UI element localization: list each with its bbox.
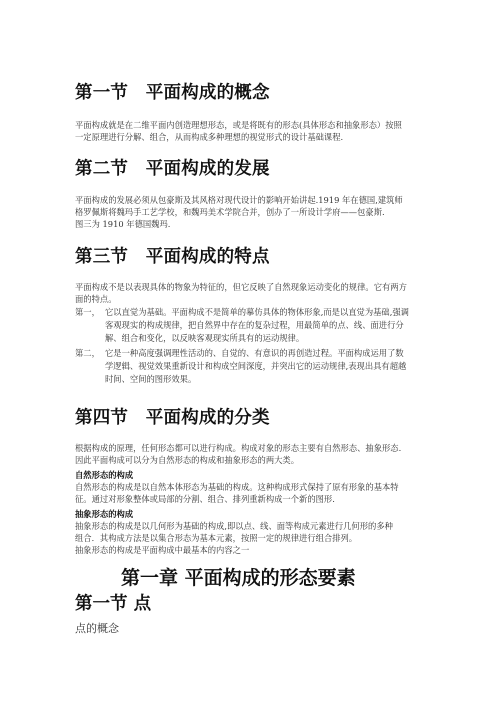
list-item-number: 第二，: [75, 348, 100, 358]
section-1-paragraph: [75, 119, 427, 143]
list-item-number: 第一，: [75, 307, 100, 317]
text-line: 平面构成就是在二维平面内创造理想形态，或是将既有的形态(具体形态和抽象形态）按照: [75, 120, 402, 130]
natural-form-paragraph: [75, 481, 427, 505]
section-3-heading: 第三节 平面构成的特点: [75, 247, 270, 267]
text-line: 征。通过对形象整体或局部的分割、组合、排列重新构成一个新的图形.: [75, 494, 335, 505]
section-4-heading: 第四节 平面构成的分类: [75, 408, 270, 428]
text-line: 一定原理进行分解、组合，从而构成多种理想的视觉形式的设计基础课程.: [75, 132, 344, 143]
section-2-paragraph: [75, 194, 427, 231]
list-item-text: [105, 347, 406, 386]
section-2-heading: 第二节 平面构成的发展: [75, 159, 270, 179]
section-3-paragraph: [75, 281, 427, 305]
text-line: 组合．其构成方法是以集合形态为基本元素，按照一定的规律进行组合排列。: [75, 533, 358, 544]
point-concept-heading: 点的概念: [75, 622, 119, 635]
text-line: 抽象形态的构成是以几何形为基础的构成,即以点、线、面等构成元素进行几何形的多种: [75, 521, 393, 531]
list-item: [75, 347, 435, 389]
text-line: 图三为 1910 年德国魏玛.: [75, 219, 171, 230]
text-line: 面的特点。: [75, 294, 117, 305]
list-item-text: [105, 306, 409, 345]
text-line: 学逻辑、视觉效果重新设计和构成空间深度，并突出它的运动规律,表现出具有超越: [105, 361, 407, 371]
text-line: 平面构成不是以表现具体的物象为特征的，但它反映了自然现象运动变化的规律。它有两方: [75, 282, 407, 292]
section-1-heading: 第一节 平面构成的概念: [75, 83, 270, 103]
text-line: 格罗佩斯将魏玛手工艺学校，和魏玛美术学院合并，创办了一所设计学府——包豪斯.: [75, 207, 385, 218]
text-line: 时间、空间的图形效果。: [105, 374, 197, 384]
text-line: 自然形态的构成是以自然本体形态为基础的构成。这种构成形式保持了原有形象的基本特: [75, 482, 399, 492]
text-line: 平面构成的发展必须从包豪斯及其风格对现代设计的影响开始讲起.1919 年在德国,建筑师: [75, 195, 403, 205]
subheading-abstract-form: 抽象形态的构成: [75, 509, 134, 519]
list-item: [75, 306, 435, 348]
text-line: 根据构成的原理，任何形态都可以进行构成。构成对象的形态主要有自然形态、抽象形态.: [75, 443, 402, 453]
text-line: 它是一种高度强调理性活动的、自觉的、有意识的再创造过程。平面构成运用了数: [105, 348, 404, 358]
text-line: 解、组合和变化，以反映客观现实所具有的运动规律。: [105, 333, 305, 343]
text-line: 客观现实的构成规律，把自然界中存在的复杂过程，用最简单的点、线、面进行分: [105, 320, 404, 330]
text-line: 它以直觉为基础。平面构成不是简单的摹仿具体的物体形象,而是以直觉为基础,强调: [105, 307, 409, 317]
subheading-natural-form: 自然形态的构成: [75, 470, 134, 480]
chapter-title: 第一章 平面构成的形态要素: [121, 567, 356, 589]
chapter-section-heading: 第一节 点: [75, 594, 152, 614]
abstract-form-paragraph: [75, 520, 427, 557]
text-line: 因此平面构成可以分为自然形态的构成和抽象形态的两大类。: [75, 455, 300, 466]
section-4-paragraph: [75, 442, 427, 466]
text-line: 抽象形态的构成是平面构成中最基本的内容之一: [75, 545, 250, 556]
